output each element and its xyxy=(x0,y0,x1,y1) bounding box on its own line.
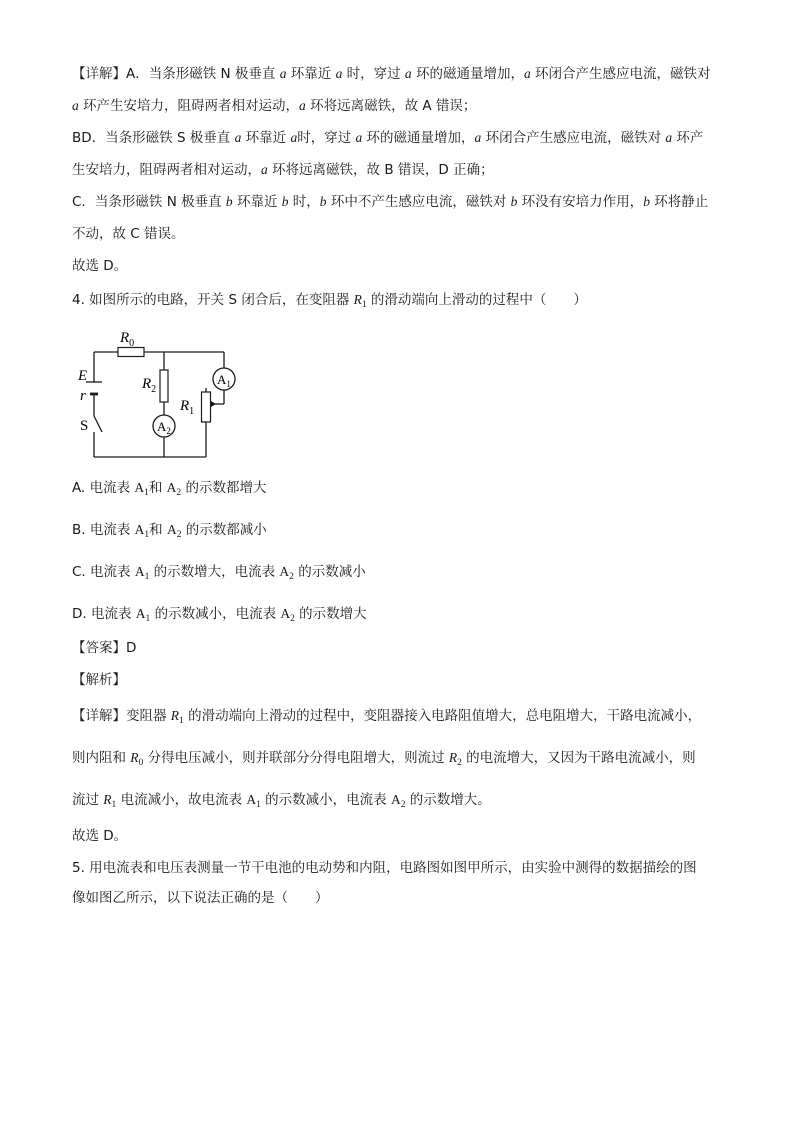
q4-choose: 故选 D。 xyxy=(72,828,128,844)
q5-stem-line-2: 像如图乙所示，以下说法正确的是（ ） xyxy=(72,890,329,906)
label-r1: $R_1$ xyxy=(180,398,195,417)
detail-label: 【详解】 xyxy=(72,66,126,82)
q3-detail-line-2: a 环产生安培力，阻碍两者相对运动，a 环将远离磁铁，故 A 错误； xyxy=(72,98,477,114)
q4-detail-line-2: 则内阻和 $R_0$ 分得电压减小，则并联部分分得电阻增大，则流过 $R_2$ 的电流增大，又因为干路电流减小，则 xyxy=(72,750,696,768)
battery-e xyxy=(86,382,102,394)
q4-option-b: B. 电流表 $A_1$和 $A_2$ 的示数都减小 xyxy=(72,522,267,540)
circuit-diagram xyxy=(72,322,252,467)
q4-option-a: A. 电流表 $A_1$和 $A_2$ 的示数都增大 xyxy=(72,480,267,498)
label-r2: $R_2$ xyxy=(142,376,157,395)
label-a2: $A_2$ xyxy=(157,419,171,436)
q3-detail-line-5: C．当条形磁铁 N 极垂直 b 环靠近 b 时，b 环中不产生感应电流，磁铁对 b 环没有安培力作用，b 环将静止 xyxy=(72,194,709,210)
q3-detail-line-6: 不动，故 C 错误。 xyxy=(72,226,185,242)
q4-analysis-label: 【解析】 xyxy=(72,672,126,688)
q4-answer: 【答案】D xyxy=(72,640,137,656)
label-s: S xyxy=(80,418,89,434)
q3-choose: 故选 D。 xyxy=(72,258,128,274)
label-a1: $A_1$ xyxy=(217,372,231,389)
q4-option-d: D. 电流表 $A_1$ 的示数减小，电流表 $A_2$ 的示数增大 xyxy=(72,606,367,624)
q4-detail-line-3: 流过 $R_1$ 电流减小，故电流表 $A_1$ 的示数减小，电流表 $A_2$ 的示数增大。 xyxy=(72,792,491,810)
label-r-internal: r xyxy=(80,388,86,404)
switch-s xyxy=(94,416,102,432)
resistor-r2 xyxy=(160,370,168,402)
q3-detail-line-4: 生安培力，阻碍两者相对运动，a 环将远离磁铁，故 B 错误，D 正确； xyxy=(72,162,494,178)
q4-stem: 4. 如图所示的电路，开关 S 闭合后，在变阻器 $R_1$ 的滑动端向上滑动的过程中（ ） xyxy=(72,292,587,310)
label-e: E xyxy=(78,368,88,384)
q4-option-c: C. 电流表 $A_1$ 的示数增大，电流表 $A_2$ 的示数减小 xyxy=(72,564,366,582)
q5-stem-line-1: 5. 用电流表和电压表测量一节干电池的电动势和内阻，电路图如图甲所示，由实验中测得的数据描绘的图 xyxy=(72,860,697,876)
q3-detail-line-3: BD．当条形磁铁 S 极垂直 a 环靠近 a时，穿过 a 环的磁通量增加，a 环闭合产生感应电流，磁铁对 a 环产 xyxy=(72,130,704,146)
rheostat-r1 xyxy=(202,392,211,422)
label-r0: $R_0$ xyxy=(120,330,135,349)
q4-detail-line-1: 【详解】变阻器 $R_1$ 的滑动端向上滑动的过程中，变阻器接入电路阻值增大，总电阻增大，干路电流减小， xyxy=(72,708,702,726)
q3-detail-line-1: 【详解】A．当条形磁铁 N 极垂直 a 环靠近 a 时，穿过 a 环的磁通量增加，a 环闭合产生感应电流，磁铁对 xyxy=(72,66,711,82)
